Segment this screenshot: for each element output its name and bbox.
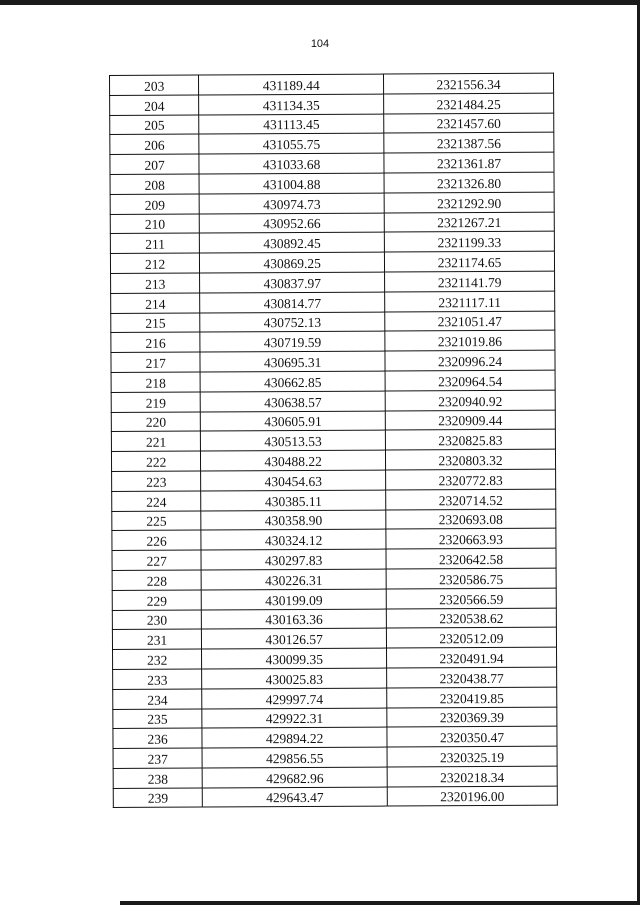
x-coordinate-cell: 430297.83 [201,549,386,570]
row-id-cell: 216 [111,332,200,352]
y-coordinate-cell: 2320714.52 [386,489,556,510]
row-id-cell: 239 [113,788,202,808]
row-id-cell: 226 [112,530,201,550]
table-row [112,608,556,630]
y-coordinate-cell: 2320438.77 [387,667,557,688]
coordinates-table [109,73,558,809]
y-coordinate-cell: 2320996.24 [385,350,555,371]
row-id-cell: 208 [110,174,199,194]
y-coordinate-cell: 2320693.08 [386,509,556,530]
y-coordinate-cell: 2320538.62 [386,608,556,629]
table-row [112,528,556,550]
x-coordinate-cell: 430324.12 [201,529,386,550]
table-row [111,410,555,432]
row-id-cell: 219 [111,392,200,412]
x-coordinate-cell: 430358.90 [201,510,386,531]
row-id-cell: 222 [111,451,200,471]
row-id-cell: 215 [111,313,200,333]
row-id-cell: 232 [113,649,202,669]
x-coordinate-cell: 430126.57 [202,628,387,649]
table-row [110,172,554,194]
y-coordinate-cell: 2321141.79 [385,271,555,292]
y-coordinate-cell: 2320325.19 [387,746,557,767]
x-coordinate-cell: 430869.25 [200,252,385,273]
table-row [112,627,556,649]
y-coordinate-cell: 2321556.34 [384,73,554,94]
table-row [111,390,555,412]
y-coordinate-cell: 2321051.47 [385,311,555,332]
y-coordinate-cell: 2320491.94 [387,647,557,668]
table-row [111,271,555,293]
table-row [113,726,557,748]
x-coordinate-cell: 430099.35 [202,648,387,669]
row-id-cell: 223 [112,471,201,491]
x-coordinate-cell: 430226.31 [201,569,386,590]
row-id-cell: 209 [110,194,199,214]
x-coordinate-cell: 429682.96 [202,767,387,788]
x-coordinate-cell: 431004.88 [199,173,384,194]
table-row [113,647,557,669]
row-id-cell: 220 [111,412,200,432]
y-coordinate-cell: 2320642.58 [386,548,556,569]
row-id-cell: 237 [113,748,202,768]
x-coordinate-cell: 430814.77 [200,292,385,313]
table-row [110,212,554,234]
y-coordinate-cell: 2320964.54 [385,370,555,391]
row-id-cell: 204 [110,95,199,115]
table-row [110,152,554,174]
y-coordinate-cell: 2320940.92 [385,390,555,411]
x-coordinate-cell: 429997.74 [202,688,387,709]
x-coordinate-cell: 430454.63 [201,470,386,491]
table-row [111,350,555,372]
y-coordinate-cell: 2320566.59 [386,588,556,609]
y-coordinate-cell: 2321174.65 [384,251,554,272]
table-row [111,291,555,313]
row-id-cell: 206 [110,134,199,154]
table-row [113,667,557,689]
x-coordinate-cell: 430837.97 [200,272,385,293]
row-id-cell: 212 [110,253,199,273]
table-row [112,469,556,491]
row-id-cell: 218 [111,372,200,392]
x-coordinate-cell: 430662.85 [200,371,385,392]
y-coordinate-cell: 2321387.56 [384,133,554,154]
x-coordinate-cell: 430605.91 [201,411,386,432]
x-coordinate-cell: 430752.13 [200,312,385,333]
row-id-cell: 235 [113,709,202,729]
table-row [111,311,555,333]
y-coordinate-cell: 2320909.44 [385,410,555,431]
row-id-cell: 230 [112,610,201,630]
coordinates-table-body [110,73,558,808]
y-coordinate-cell: 2321199.33 [384,232,554,253]
table-row [110,113,554,135]
table-row [113,786,557,808]
x-coordinate-cell: 430385.11 [201,490,386,511]
x-coordinate-cell: 430695.31 [200,351,385,372]
table-row [110,251,554,273]
table-row [112,588,556,610]
page-number: 104 [310,38,330,50]
table-row [110,232,554,254]
row-id-cell: 205 [110,115,199,135]
x-coordinate-cell: 430638.57 [200,391,385,412]
table-row [112,509,556,531]
x-coordinate-cell: 431055.75 [199,133,384,154]
table-row [112,548,556,570]
x-coordinate-cell: 429856.55 [202,747,387,768]
table-row [111,449,555,471]
scan-edge-top [0,0,640,5]
y-coordinate-cell: 2321117.11 [385,291,555,312]
x-coordinate-cell: 431113.45 [199,114,384,135]
scan-edge-bottom [120,901,640,905]
table-row [111,331,555,353]
row-id-cell: 227 [112,550,201,570]
y-coordinate-cell: 2320350.47 [387,726,557,747]
row-id-cell: 236 [113,728,202,748]
x-coordinate-cell: 430952.66 [200,213,385,234]
y-coordinate-cell: 2320825.83 [385,430,555,451]
table-row [111,370,555,392]
table-row [110,73,554,95]
y-coordinate-cell: 2321484.25 [384,93,554,114]
table-row [110,192,554,214]
table-row [110,93,554,115]
y-coordinate-cell: 2321292.90 [384,192,554,213]
table-row [112,489,556,511]
row-id-cell: 225 [112,511,201,531]
x-coordinate-cell: 431134.35 [199,94,384,115]
table-row [111,430,555,452]
y-coordinate-cell: 2320772.83 [386,469,556,490]
table-row [113,707,557,729]
row-id-cell: 214 [111,293,200,313]
y-coordinate-cell: 2321361.87 [384,152,554,173]
row-id-cell: 207 [110,154,199,174]
x-coordinate-cell: 430892.45 [200,232,385,253]
row-id-cell: 221 [111,431,200,451]
row-id-cell: 238 [113,768,202,788]
y-coordinate-cell: 2321326.80 [384,172,554,193]
x-coordinate-cell: 430974.73 [199,193,384,214]
row-id-cell: 229 [112,590,201,610]
x-coordinate-cell: 431189.44 [199,74,384,95]
y-coordinate-cell: 2320663.93 [386,528,556,549]
table-row [113,687,557,709]
x-coordinate-cell: 430163.36 [202,609,387,630]
row-id-cell: 211 [110,233,199,253]
y-coordinate-cell: 2321457.60 [384,113,554,134]
table-row [112,568,556,590]
x-coordinate-cell: 430719.59 [200,331,385,352]
row-id-cell: 224 [112,491,201,511]
x-coordinate-cell: 429643.47 [203,787,388,808]
y-coordinate-cell: 2320803.32 [385,449,555,470]
y-coordinate-cell: 2321019.86 [385,331,555,352]
table-row [110,133,554,155]
y-coordinate-cell: 2320586.75 [386,568,556,589]
x-coordinate-cell: 430025.83 [202,668,387,689]
row-id-cell: 234 [113,689,202,709]
row-id-cell: 210 [110,214,199,234]
y-coordinate-cell: 2320512.09 [386,627,556,648]
row-id-cell: 203 [110,75,199,95]
x-coordinate-cell: 429922.31 [202,708,387,729]
y-coordinate-cell: 2320419.85 [387,687,557,708]
x-coordinate-cell: 430199.09 [202,589,387,610]
table-row [113,746,557,768]
x-coordinate-cell: 430488.22 [201,450,386,471]
x-coordinate-cell: 429894.22 [202,727,387,748]
x-coordinate-cell: 430513.53 [201,430,386,451]
row-id-cell: 233 [113,669,202,689]
row-id-cell: 217 [111,352,200,372]
row-id-cell: 231 [112,629,201,649]
row-id-cell: 213 [111,273,200,293]
y-coordinate-cell: 2321267.21 [384,212,554,233]
row-id-cell: 228 [112,570,201,590]
x-coordinate-cell: 431033.68 [199,153,384,174]
y-coordinate-cell: 2320369.39 [387,707,557,728]
y-coordinate-cell: 2320218.34 [387,766,557,787]
y-coordinate-cell: 2320196.00 [387,786,557,807]
table-row [113,766,557,788]
